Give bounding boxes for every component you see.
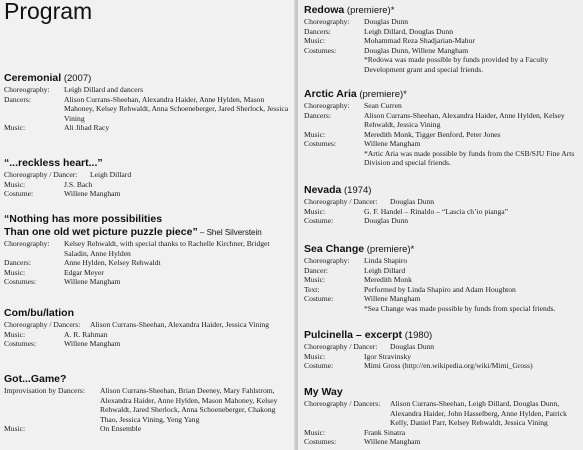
credit-row: Costumes: Willene Mangham: [304, 139, 421, 148]
credit-row: Costume: Mimi Gross (http://en.wikipedia.org/wiki/Mimi_Gross): [304, 361, 533, 370]
section-got-game: [4, 373, 292, 434]
credit-row: Choreography / Dancers: Alison Currans-Sheehan, Alexandra Haider, Jessica Vining: [4, 320, 269, 329]
credit-row: Costumes: Willene Mangham: [4, 277, 121, 286]
credit-row: Music: Meredith Monk, Tigger Benford, Peter Jones: [304, 129, 501, 139]
section-reckless-heart: [4, 157, 292, 199]
credit-row: Costume: Willene Mangham: [304, 294, 421, 303]
credit-row: Music: Frank Sinatra: [304, 427, 406, 437]
section-nevada: [304, 184, 579, 226]
section-premiere: (premiere)*: [356, 89, 407, 100]
section-premiere: (premiere)*: [364, 244, 415, 255]
credit-row: Music: On Ensemble: [4, 424, 142, 433]
section-title-line2: Than one old wet picture puzzle piece”: [4, 226, 198, 238]
right-page: [298, 0, 583, 450]
credit-row: Dancers: Leigh Dillard, Douglas Dunn: [304, 26, 454, 36]
credit-row: Choreography / Dancer: Douglas Dunn: [304, 197, 435, 206]
credit-row: Music: Meredith Monk: [304, 275, 412, 284]
credit-row: Music: Ali Jihad Racy: [4, 123, 110, 132]
credit-row: Choreography: Sean Curren: [304, 101, 402, 110]
credit-row: Improvisation by Dancers: Alison Currans-Sheehan, Brian Deeney, Mary Fahlstrom, Alexandra Haider, Anne Hylden, Mason Mahoney, Kelsey Rehwaldt, Jared Sherlock, Anna Schoeneberger, Chakong Thao, Jessica Vining, Yeng Yang: [4, 386, 278, 424]
section-premiere: (premiere)*: [344, 5, 395, 16]
credit-row: Choreography / Dancers: Alison Currans-Sheehan, Leigh Dillard, Douglas Dunn, Alexandra Haider, John Hasselberg, Anne Hylden, Patrick Kelly, Daniel Parr, Kelsey Rehwaldt, Jessica Vining: [304, 399, 567, 427]
credit-row: Choreography: Linda Shapiro: [304, 256, 408, 265]
section-title: Got...Game?: [4, 373, 67, 385]
footnote: *Redowa was made possible by funds provided by a Faculty Development grant and special friends.: [364, 55, 549, 74]
credit-row: Choreography: Douglas Dunn: [304, 17, 409, 26]
section-title: Pulcinella – excerpt: [304, 329, 403, 341]
credit-row: Dancers: Anne Hylden, Kelsey Rehwaldt: [4, 258, 161, 267]
section-author: – Shel Silverstein: [197, 228, 262, 237]
section-combulation: [4, 307, 292, 349]
section-sea-change: [304, 243, 579, 313]
section-title: My Way: [304, 386, 343, 398]
credit-row: Costumes: Douglas Dunn, Willene Mangham: [304, 45, 469, 55]
footnote: *Sea Change was made possible by funds from special friends.: [364, 303, 556, 313]
credit-row: Dancer: Leigh Dillard: [304, 265, 406, 275]
credit-row: Music: Mohammad Reza Shadjarian-Mahur: [304, 36, 475, 45]
section-year: (2007): [61, 73, 92, 84]
section-nothing-has-more: [4, 213, 292, 287]
section-title: “...reckless heart...”: [4, 157, 103, 169]
section-title: Nevada: [304, 184, 342, 196]
section-title-line1: “Nothing has more possibilities: [4, 213, 163, 225]
section-title: Ceremonial: [4, 72, 62, 84]
credit-row: Music: Edgar Meyer: [4, 267, 104, 277]
credit-row: Music: A. R. Rahman: [4, 329, 108, 339]
credit-row: Costume: Douglas Dunn: [304, 216, 409, 225]
section-arctic-aria: [304, 88, 579, 168]
section-title: Arctic Aria: [304, 88, 357, 100]
section-pulcinella: [304, 329, 579, 371]
credit-row: Choreography: Leigh Dillard and dancers: [4, 85, 144, 94]
section-title: Com/bu/lation: [4, 307, 74, 319]
section-title: Redowa: [304, 4, 345, 16]
credit-row: Costumes: Willene Mangham: [304, 437, 421, 446]
credit-row: Music: Igor Stravinsky: [304, 351, 412, 361]
credit-row: Choreography / Dancer: Leigh Dillard: [4, 170, 132, 179]
footnote: *Artic Aria was made possible by funds from the CSB/SJU Fine Arts Division and special friends.: [364, 148, 575, 167]
section-year: (1974): [341, 185, 372, 196]
section-redowa: [304, 4, 579, 74]
credit-row: Choreography: Kelsey Rehwaldt, with special thanks to Rachelle Kirchner, Bridget Saladin, Anne Hylden: [4, 239, 270, 258]
section-my-way: [304, 386, 579, 447]
credit-row: Text: Performed by Linda Shapiro and Adam Houghton: [304, 284, 516, 294]
credit-row: Costumes: Willene Mangham: [4, 339, 121, 348]
credit-row: Choreography / Dancer: Douglas Dunn: [304, 342, 435, 351]
credit-row: Dancers: Alison Currans-Sheehan, Alexandra Haider, Anne Hylden, Mason Mahoney, Kelsey Rehwaldt, Anna Schoeneberger, Jared Sherlock, Jessica Vining: [4, 94, 289, 123]
credit-row: Music: J.S. Bach: [4, 179, 93, 189]
section-year: (1980): [402, 330, 433, 341]
section-ceremonial: [4, 72, 292, 133]
section-title: Sea Change: [304, 243, 365, 255]
credit-row: Music: G. F. Handel – Rinaldo – “Lascia ch’io pianga”: [304, 206, 509, 216]
credit-row: Dancers: Alison Currans-Sheehan, Alexandra Haider, Anne Hylden, Kelsey Rehwaldt, Jessica Vining: [304, 110, 565, 129]
credit-row: Costume: Willene Mangham: [4, 189, 121, 198]
program-heading: Program: [4, 0, 93, 24]
